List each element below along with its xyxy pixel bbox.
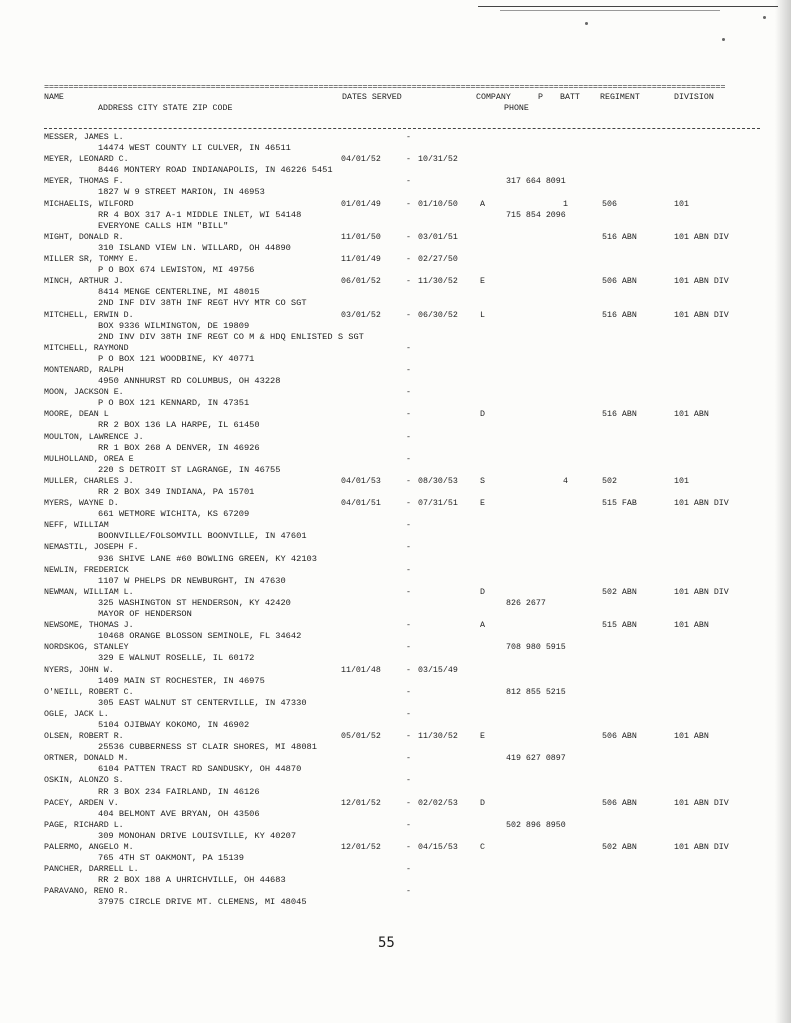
service-dash: -: [406, 199, 411, 209]
entry-main-row: [44, 387, 760, 398]
entry-main-row: [44, 365, 760, 376]
entry-main-row: [44, 498, 760, 509]
entry-detail-row: [44, 398, 760, 409]
entry-detail-row: [44, 742, 760, 753]
roster-entry: [44, 343, 760, 365]
service-dash: -: [406, 565, 411, 575]
service-dash: -: [406, 155, 411, 165]
service-dash: -: [406, 865, 411, 875]
regiment: 506 ABN: [602, 798, 637, 808]
entry-detail-row: [44, 809, 760, 820]
entry-main-row: [44, 864, 760, 875]
regiment: 502 ABN: [602, 587, 637, 597]
page-number: 55: [378, 935, 395, 951]
service-dash: -: [406, 521, 411, 531]
entry-detail-row: [44, 420, 760, 431]
roster-entry: [44, 176, 760, 198]
header-batt: BATT: [560, 93, 580, 102]
entry-detail-row: [44, 376, 760, 387]
entry-main-row: [44, 132, 760, 143]
company-letter: E: [480, 732, 485, 742]
company-letter: E: [480, 499, 485, 509]
member-name: MOULTON, LAWRENCE J.: [44, 432, 144, 442]
member-name: O'NEILL, ROBERT C.: [44, 687, 134, 697]
division: 101: [674, 199, 689, 209]
member-address: 661 WETMORE WICHITA, KS 67209: [98, 509, 250, 520]
roster-entry: [44, 842, 760, 864]
roster-entry: [44, 199, 760, 232]
company-letter: D: [480, 587, 485, 597]
member-address: 8446 MONTERY ROAD INDIANAPOLIS, IN 46226 5451: [98, 165, 333, 176]
member-name: ORTNER, DONALD M.: [44, 754, 129, 764]
service-dash: -: [406, 843, 411, 852]
roster-entry: [44, 886, 760, 908]
member-name: OLSEN, ROBERT R.: [44, 732, 124, 742]
entry-main-row: [44, 432, 760, 443]
entry-main-row: [44, 276, 760, 287]
member-address: RR 2 BOX 349 INDIANA, PA 15701: [98, 487, 255, 497]
entry-main-row: [44, 176, 760, 187]
member-address: 6104 PATTEN TRACT RD SANDUSKY, OH 44870: [98, 764, 302, 775]
member-address: 325 WASHINGTON ST HENDERSON, KY 42420: [98, 597, 291, 608]
phone-number: 502 896 8950: [506, 820, 566, 830]
service-end: 11/30/52: [418, 732, 458, 742]
member-address: 4950 ANNHURST RD COLUMBUS, OH 43228: [98, 376, 281, 387]
entry-detail-row: [44, 465, 760, 476]
service-start: 12/01/52: [341, 798, 381, 808]
roster-entry: [44, 775, 760, 797]
entry-main-row: [44, 798, 760, 809]
member-address: 37975 CIRCLE DRIVE MT. CLEMENS, MI 48045: [98, 897, 307, 908]
service-end: 06/30/52: [418, 310, 458, 320]
entry-detail-row: [44, 243, 760, 254]
roster-entry: [44, 365, 760, 387]
entry-main-row: [44, 642, 760, 653]
phone-number: 419 627 0897: [506, 754, 566, 764]
entry-main-row: [44, 753, 760, 764]
division: 101 ABN: [674, 410, 709, 420]
table-header: [44, 90, 760, 126]
entry-detail-row: [44, 332, 760, 343]
member-name: OSKIN, ALONZO S.: [44, 776, 124, 786]
roster-entry: [44, 565, 760, 587]
division: 101 ABN DIV: [674, 232, 729, 242]
service-end: 01/10/50: [418, 199, 458, 209]
service-start: 04/01/53: [341, 476, 381, 486]
member-name: MOORE, DEAN L: [44, 410, 109, 420]
member-address: 25536 CUBBERNESS ST CLAIR SHORES, MI 48081: [98, 742, 317, 753]
member-note: EVERYONE CALLS HIM "BILL": [98, 220, 229, 231]
service-end: 07/31/51: [418, 499, 458, 509]
entry-detail-row: [44, 653, 760, 664]
entry-detail-row: [44, 298, 760, 309]
entry-main-row: [44, 587, 760, 598]
roster-entry: [44, 709, 760, 731]
company-letter: D: [480, 798, 485, 808]
entry-detail-row: [44, 354, 760, 365]
entry-detail-row: [44, 143, 760, 154]
company-letter: S: [480, 476, 485, 486]
member-address: RR 2 BOX 188 A UHRICHVILLE, OH 44683: [98, 875, 286, 886]
entry-detail-row: [44, 576, 760, 587]
service-dash: -: [406, 543, 411, 553]
service-dash: -: [406, 277, 411, 287]
member-name: MEYER, THOMAS F.: [44, 177, 124, 187]
roster-entry: [44, 520, 760, 542]
roster-entry: [44, 687, 760, 709]
entry-detail-row: [44, 631, 760, 642]
member-address: 309 MONOHAN DRIVE LOUISVILLE, KY 40207: [98, 830, 297, 841]
member-note: MAYOR OF HENDERSON: [98, 609, 192, 620]
entry-detail-row: [44, 554, 760, 565]
service-dash: -: [406, 454, 411, 464]
service-end: 03/15/49: [418, 665, 458, 675]
roster-entry: [44, 310, 760, 343]
company-letter: A: [480, 621, 485, 631]
member-note: 2ND INF DIV 38TH INF REGT HVY MTR CO SGT: [98, 298, 307, 309]
entry-main-row: [44, 820, 760, 831]
member-address: 765 4TH ST OAKMONT, PA 15139: [98, 853, 244, 864]
entry-detail-row: [44, 720, 760, 731]
member-name: PARAVANO, RENO R.: [44, 887, 129, 897]
entry-detail-row: [44, 210, 760, 221]
member-name: PAGE, RICHARD L.: [44, 820, 124, 830]
entry-main-row: [44, 154, 760, 165]
header-divider: [44, 128, 760, 129]
roster-entry: [44, 665, 760, 687]
entry-main-row: [44, 620, 760, 631]
member-address: P O BOX 121 KENNARD, IN 47351: [98, 398, 250, 409]
regiment: 506 ABN: [602, 732, 637, 742]
roster-entry: [44, 542, 760, 564]
member-name: MOON, JACKSON E.: [44, 388, 124, 398]
member-address: 220 S DETROIT ST LAGRANGE, IN 46755: [98, 464, 281, 475]
battalion: 1: [563, 199, 568, 209]
service-end: 04/15/53: [418, 843, 458, 852]
roster-entry: [44, 432, 760, 454]
service-dash: -: [406, 754, 411, 764]
entry-main-row: [44, 842, 760, 853]
entry-detail-row: [44, 287, 760, 298]
header-p: P: [538, 93, 543, 102]
service-dash: -: [406, 887, 411, 897]
company-letter: E: [480, 277, 485, 287]
regiment: 502: [602, 476, 617, 486]
entry-main-row: [44, 886, 760, 897]
entry-main-row: [44, 709, 760, 720]
service-dash: -: [406, 232, 411, 242]
service-start: 05/01/52: [341, 732, 381, 742]
roster-entry: [44, 798, 760, 820]
service-start: 12/01/52: [341, 843, 381, 852]
entry-main-row: [44, 310, 760, 321]
entry-detail-row: [44, 609, 760, 620]
service-dash: -: [406, 365, 411, 375]
service-dash: -: [406, 410, 411, 420]
service-dash: -: [406, 798, 411, 808]
service-dash: -: [406, 776, 411, 786]
entry-main-row: [44, 731, 760, 742]
service-dash: -: [406, 343, 411, 353]
regiment: 515 FAB: [602, 499, 637, 509]
member-name: OGLE, JACK L.: [44, 709, 109, 719]
company-letter: C: [480, 843, 485, 852]
service-start: 04/01/51: [341, 499, 381, 509]
service-dash: -: [406, 709, 411, 719]
service-start: 04/01/52: [341, 155, 381, 165]
service-start: 11/01/50: [341, 232, 381, 242]
entry-main-row: [44, 343, 760, 354]
regiment: 516 ABN: [602, 232, 637, 242]
page-edge-shadow: [775, 0, 791, 1023]
regiment: 516 ABN: [602, 410, 637, 420]
member-address: 1827 W 9 STREET MARION, IN 46953: [98, 187, 265, 198]
member-address: P O BOX 674 LEWISTON, MI 49756: [98, 265, 255, 276]
division: 101 ABN: [674, 621, 709, 631]
service-dash: -: [406, 732, 411, 742]
header-address: ADDRESS CITY STATE ZIP CODE: [98, 104, 233, 113]
scan-speck: [585, 22, 588, 25]
scan-artifact-line: [478, 6, 778, 7]
regiment: 506: [602, 199, 617, 209]
service-dash: -: [406, 587, 411, 597]
roster-entry: [44, 620, 760, 642]
roster-entry: [44, 642, 760, 664]
service-dash: -: [406, 621, 411, 631]
entry-detail-row: [44, 787, 760, 798]
entry-detail-row: [44, 487, 760, 498]
entry-detail-row: [44, 676, 760, 687]
entry-main-row: [44, 199, 760, 210]
entry-detail-row: [44, 875, 760, 886]
service-end: 02/02/53: [418, 798, 458, 808]
service-start: 01/01/49: [341, 199, 381, 209]
service-end: 10/31/52: [418, 155, 458, 165]
entry-main-row: [44, 775, 760, 786]
entry-main-row: [44, 665, 760, 676]
division: 101 ABN DIV: [674, 798, 729, 808]
member-note: 2ND INV DIV 38TH INF REGT CO M & HDQ ENLISTED S SGT: [98, 331, 364, 342]
member-name: MILLER SR, TOMMY E.: [44, 255, 139, 265]
entry-detail-row: [44, 443, 760, 454]
member-address: 1107 W PHELPS DR NEWBURGHT, IN 47630: [98, 575, 286, 586]
record-list: [44, 132, 760, 909]
service-dash: -: [406, 432, 411, 442]
division: 101 ABN DIV: [674, 587, 729, 597]
member-name: MINCH, ARTHUR J.: [44, 277, 124, 287]
header-division: DIVISION: [674, 93, 714, 102]
service-dash: -: [406, 643, 411, 653]
regiment: 502 ABN: [602, 843, 637, 852]
company-letter: D: [480, 410, 485, 420]
entry-detail-row: [44, 321, 760, 332]
member-address: 305 EAST WALNUT ST CENTERVILLE, IN 47330: [98, 697, 307, 708]
header-rule: ===========================================================================================================================================: [44, 84, 726, 90]
phone-number: 826 2677: [506, 598, 546, 608]
entry-detail-row: [44, 764, 760, 775]
division: 101 ABN DIV: [674, 277, 729, 287]
service-dash: -: [406, 687, 411, 697]
scan-artifact-line: [500, 10, 720, 11]
division: 101 ABN DIV: [674, 310, 729, 320]
member-name: PANCHER, DARRELL L.: [44, 865, 139, 875]
roster-entry: [44, 731, 760, 753]
roster-entry: [44, 587, 760, 620]
header-company: COMPANY: [476, 93, 511, 102]
entry-main-row: [44, 687, 760, 698]
member-name: MICHAELIS, WILFORD: [44, 199, 134, 209]
service-start: 03/01/52: [341, 310, 381, 320]
scan-speck: [763, 16, 766, 19]
entry-main-row: [44, 542, 760, 553]
division: 101 ABN: [674, 732, 709, 742]
entry-main-row: [44, 409, 760, 420]
member-name: NORDSKOG, STANLEY: [44, 643, 129, 653]
header-dates: DATES SERVED: [342, 93, 402, 102]
member-address: 404 BELMONT AVE BRYAN, OH 43506: [98, 808, 260, 819]
member-name: NEWMAN, WILLIAM L.: [44, 587, 134, 597]
member-name: MULLER, CHARLES J.: [44, 476, 134, 486]
member-name: MIGHT, DONALD R.: [44, 232, 124, 242]
entry-main-row: [44, 565, 760, 576]
member-address: RR 1 BOX 268 A DENVER, IN 46926: [98, 442, 260, 453]
service-dash: -: [406, 177, 411, 187]
member-address: 5104 OJIBWAY KOKOMO, IN 46902: [98, 719, 250, 730]
roster-entry: [44, 254, 760, 276]
service-dash: -: [406, 310, 411, 320]
entry-detail-row: [44, 853, 760, 864]
member-name: NYERS, JOHN W.: [44, 665, 114, 675]
roster-entry: [44, 132, 760, 154]
roster-entry: [44, 276, 760, 309]
member-address: RR 4 BOX 317 A-1 MIDDLE INLET, WI 54148: [98, 209, 302, 220]
service-start: 11/01/48: [341, 665, 381, 675]
member-address: 10468 ORANGE BLOSSON SEMINOLE, FL 34642: [98, 631, 302, 642]
member-address: 936 SHIVE LANE #60 BOWLING GREEN, KY 42103: [98, 553, 317, 564]
member-name: MONTENARD, RALPH: [44, 365, 124, 375]
member-name: MYERS, WAYNE D.: [44, 499, 119, 509]
member-name: NEFF, WILLIAM: [44, 521, 109, 531]
member-name: NEWLIN, FREDERICK: [44, 565, 129, 575]
service-start: 06/01/52: [341, 277, 381, 287]
member-address: P O BOX 121 WOODBINE, KY 40771: [98, 353, 255, 364]
entry-detail-row: [44, 598, 760, 609]
entry-detail-row: [44, 187, 760, 198]
entry-detail-row: [44, 265, 760, 276]
company-letter: A: [480, 199, 485, 209]
regiment: 515 ABN: [602, 621, 637, 631]
entry-main-row: [44, 476, 760, 487]
company-letter: L: [480, 310, 485, 320]
roster-entry: [44, 820, 760, 842]
roster-table: [44, 84, 760, 909]
phone-number: 317 664 8091: [506, 177, 566, 187]
member-name: NEWSOME, THOMAS J.: [44, 621, 134, 631]
member-address: BOONVILLE/FOLSOMVILL BOONVILLE, IN 47601: [98, 531, 307, 542]
scan-speck: [722, 38, 725, 41]
member-address: 310 ISLAND VIEW LN. WILLARD, OH 44890: [98, 242, 291, 253]
roster-entry: [44, 454, 760, 476]
service-dash: -: [406, 476, 411, 486]
service-dash: -: [406, 665, 411, 675]
roster-entry: [44, 387, 760, 409]
battalion: 4: [563, 476, 568, 486]
member-name: PACEY, ARDEN V.: [44, 798, 119, 808]
member-name: MEYER, LEONARD C.: [44, 155, 129, 165]
service-dash: -: [406, 255, 411, 265]
entry-main-row: [44, 254, 760, 265]
member-address: RR 3 BOX 234 FAIRLAND, IN 46126: [98, 786, 260, 797]
entry-main-row: [44, 232, 760, 243]
header-regiment: REGIMENT: [600, 93, 640, 102]
phone-number: 708 980 5915: [506, 643, 566, 653]
entry-main-row: [44, 520, 760, 531]
phone-number: 715 854 2096: [506, 210, 566, 220]
roster-entry: [44, 409, 760, 431]
member-name: MITCHELL, ERWIN D.: [44, 310, 134, 320]
roster-entry: [44, 864, 760, 886]
entry-detail-row: [44, 509, 760, 520]
service-dash: -: [406, 499, 411, 509]
service-start: 11/01/49: [341, 255, 381, 265]
entry-detail-row: [44, 698, 760, 709]
division: 101: [674, 476, 689, 486]
roster-entry: [44, 232, 760, 254]
division: 101 ABN DIV: [674, 843, 729, 852]
roster-entry: [44, 753, 760, 775]
roster-entry: [44, 498, 760, 520]
member-address: RR 2 BOX 136 LA HARPE, IL 61450: [98, 420, 260, 431]
service-end: 08/30/53: [418, 476, 458, 486]
phone-number: 812 855 5215: [506, 687, 566, 697]
service-dash: -: [406, 133, 411, 142]
member-name: MULHOLLAND, OREA E: [44, 454, 134, 464]
member-name: MITCHELL, RAYMOND: [44, 343, 129, 353]
member-address: BOX 9336 WILMINGTON, DE 19809: [98, 320, 250, 331]
member-address: 329 E WALNUT ROSELLE, IL 60172: [98, 653, 255, 664]
header-phone: PHONE: [504, 104, 529, 113]
entry-detail-row: [44, 165, 760, 176]
entry-detail-row: [44, 221, 760, 232]
service-dash: -: [406, 820, 411, 830]
regiment: 506 ABN: [602, 277, 637, 287]
roster-entry: [44, 476, 760, 498]
service-end: 03/01/51: [418, 232, 458, 242]
member-address: 1409 MAIN ST ROCHESTER, IN 46975: [98, 675, 265, 686]
entry-main-row: [44, 454, 760, 465]
entry-detail-row: [44, 897, 760, 908]
division: 101 ABN DIV: [674, 499, 729, 509]
service-dash: -: [406, 388, 411, 398]
service-end: 02/27/50: [418, 255, 458, 265]
entry-detail-row: [44, 531, 760, 542]
member-name: MESSER, JAMES L.: [44, 133, 124, 142]
service-end: 11/30/52: [418, 277, 458, 287]
member-address: 8414 MENGE CENTERLINE, MI 48015: [98, 287, 260, 298]
member-address: 14474 WEST COUNTY LI CULVER, IN 46511: [98, 143, 291, 154]
member-name: NEMASTIL, JOSEPH F.: [44, 543, 139, 553]
regiment: 516 ABN: [602, 310, 637, 320]
header-name: NAME: [44, 93, 64, 102]
member-name: PALERMO, ANGELO M.: [44, 843, 134, 852]
roster-entry: [44, 154, 760, 176]
entry-detail-row: [44, 831, 760, 842]
